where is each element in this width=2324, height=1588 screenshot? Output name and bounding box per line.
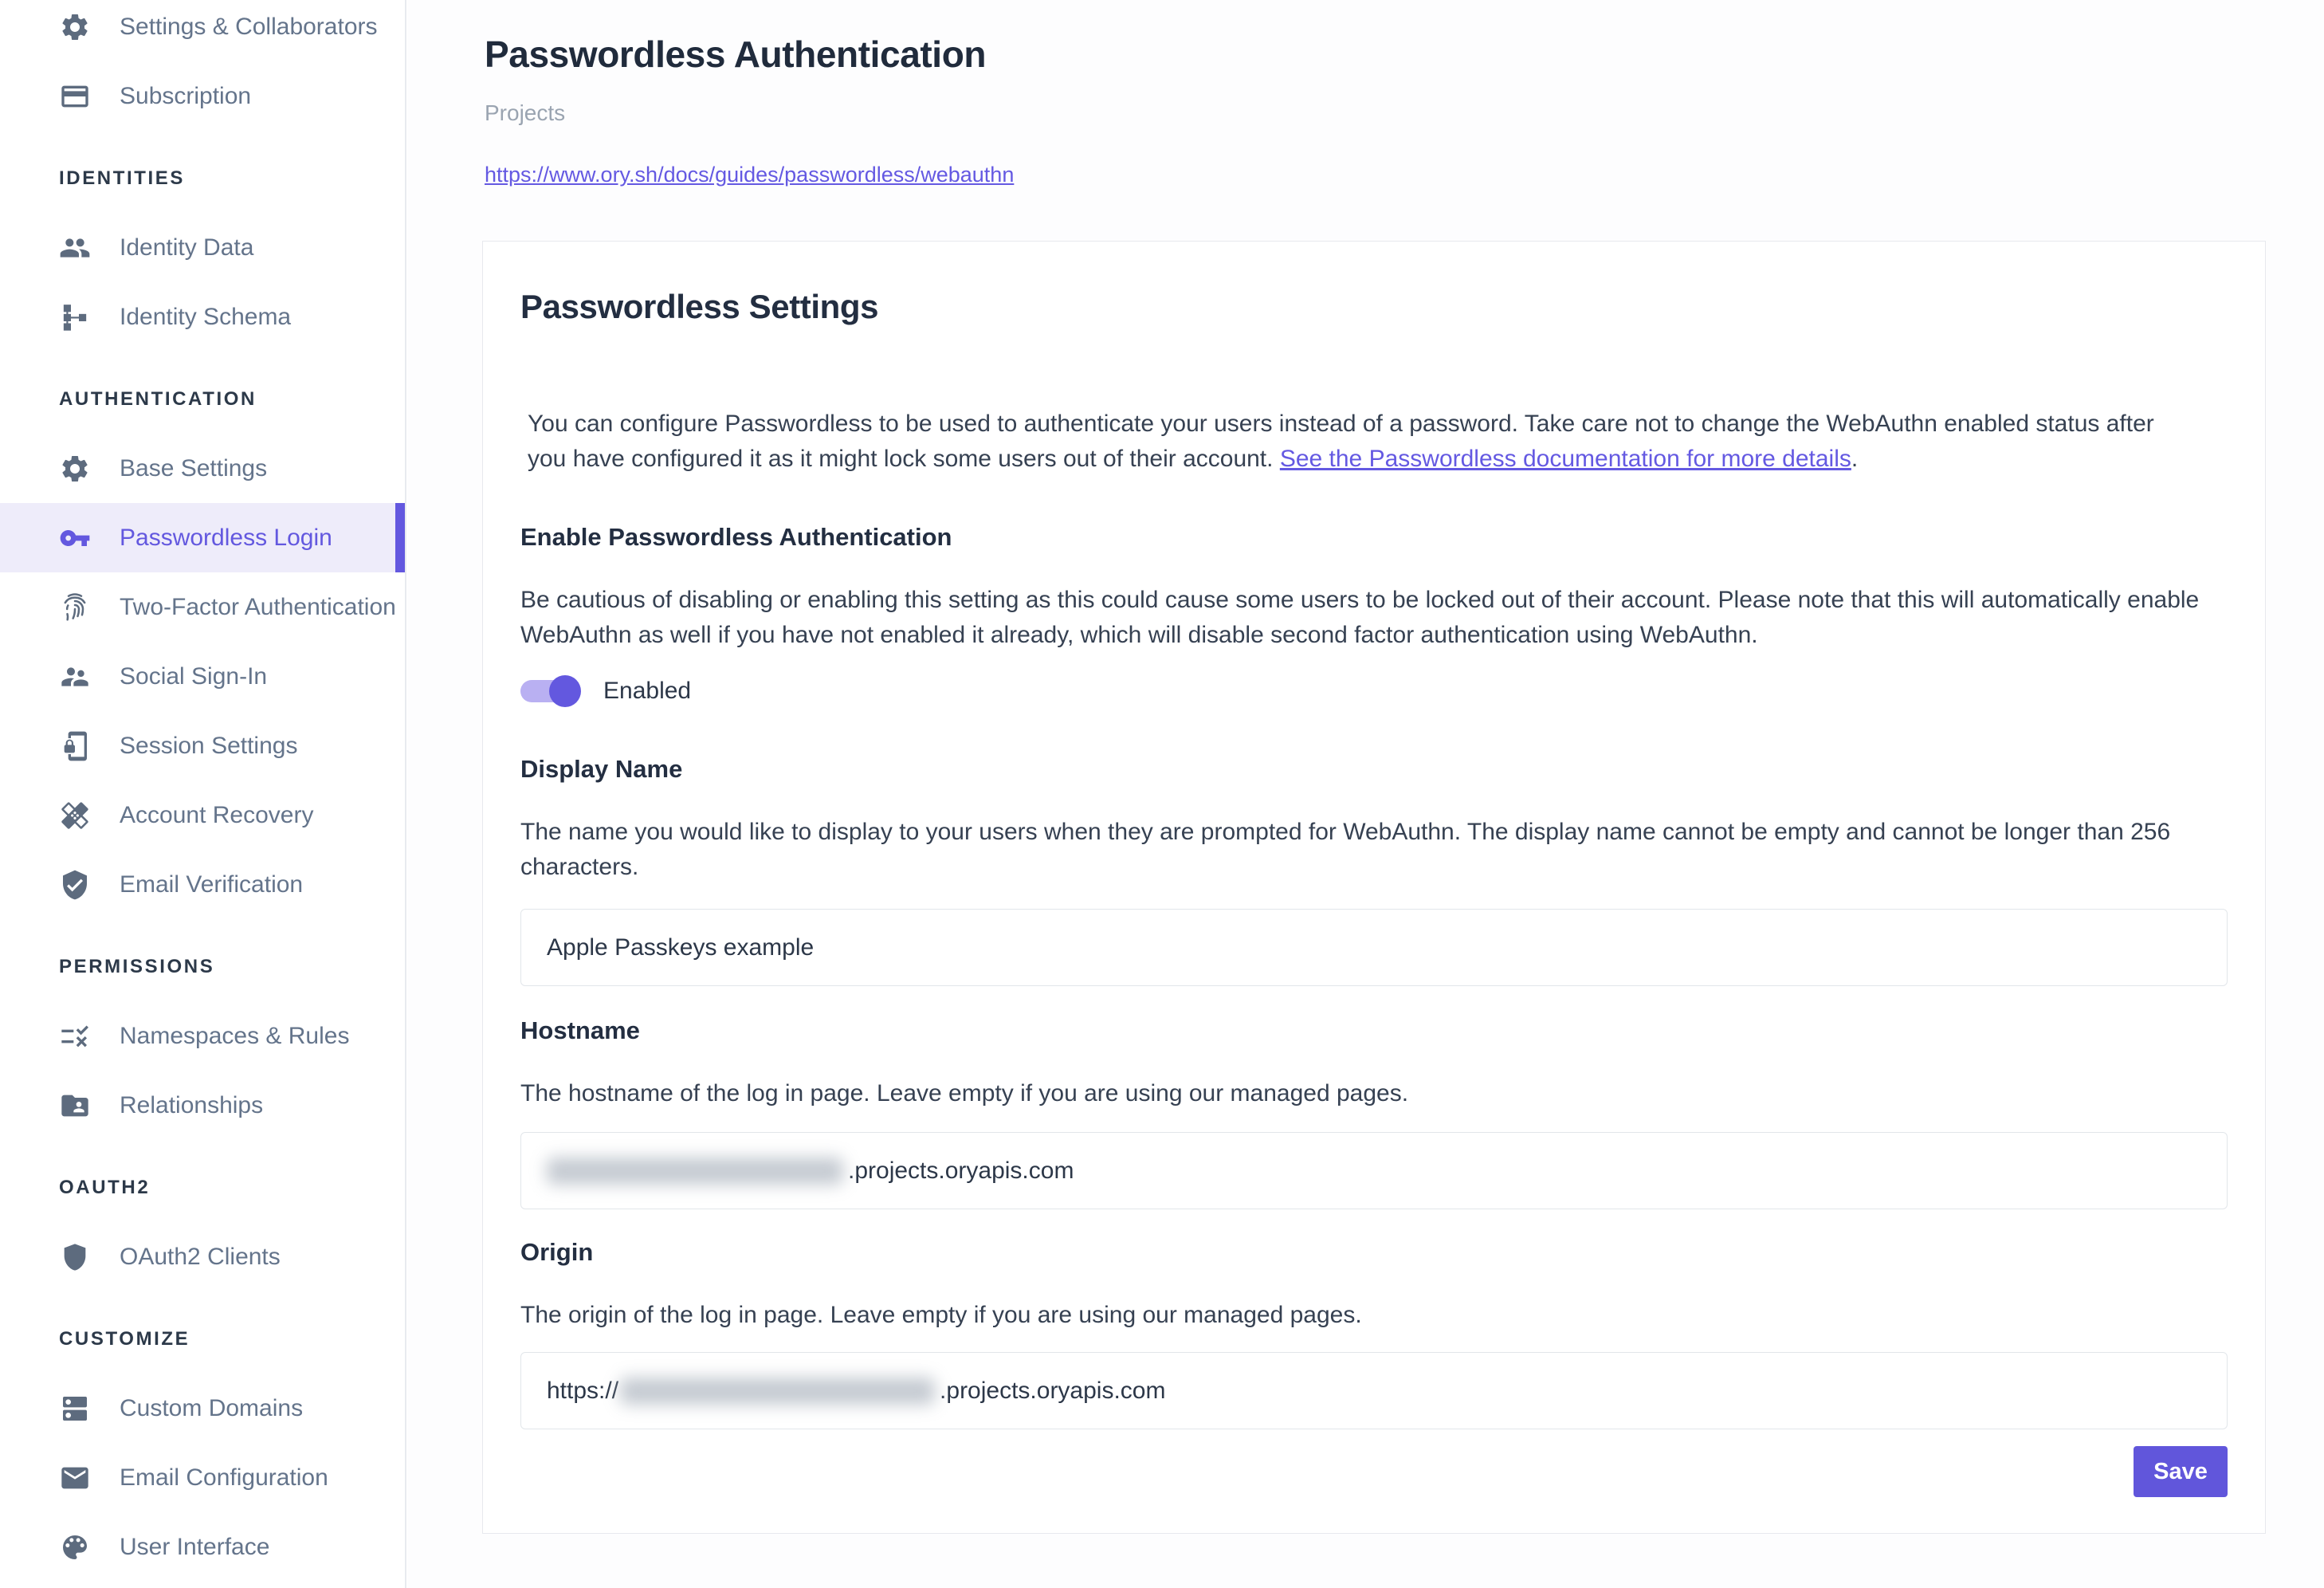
hostname-suffix: .projects.oryapis.com (848, 1157, 1074, 1184)
display-name-title: Display Name (520, 755, 683, 783)
sidebar-item-session-settings[interactable] (0, 711, 405, 780)
sidebar-item-label: Custom Domains (120, 1394, 304, 1421)
sidebar-item-base-settings[interactable] (0, 434, 405, 503)
sidebar-section-oauth2: OAUTH2 (59, 1176, 151, 1198)
fingerprint-icon (59, 592, 91, 623)
hostname-input[interactable] (520, 1132, 2228, 1209)
sidebar-section-authentication: AUTHENTICATION (59, 387, 257, 410)
sidebar-item-identity-data[interactable] (0, 213, 405, 282)
servers-icon (59, 1393, 91, 1425)
sidebar-item-label: Identity Data (120, 234, 254, 261)
sidebar-item-label: Settings & Collaborators (120, 13, 378, 40)
hostname-title: Hostname (520, 1016, 640, 1044)
gear-icon (59, 453, 91, 485)
sidebar-item-relationships[interactable] (0, 1071, 405, 1140)
enable-passwordless-title: Enable Passwordless Authentication (520, 523, 952, 551)
sidebar-item-label: Subscription (120, 82, 252, 109)
sidebar-item-account-recovery[interactable] (0, 780, 405, 850)
sidebar-nav (0, 0, 405, 1582)
sidebar-item-email-verification[interactable] (0, 850, 405, 919)
toggle-label: Enabled (603, 678, 692, 704)
envelope-icon (59, 1462, 91, 1494)
sidebar-item-label: Session Settings (120, 732, 298, 759)
folder-user-icon (59, 1090, 91, 1122)
intro-text: You can configure Passwordless to be used to authenticate your users instead of a password. Take care not to change the WebAuthn enabled status after you have configured it as it might lock some users out of their account. (528, 411, 2154, 472)
toggle-thumb (549, 675, 581, 707)
sidebar-item-label: Base Settings (120, 454, 268, 482)
rule-icon (59, 1020, 91, 1052)
sidebar-item-email-configuration[interactable] (0, 1443, 405, 1512)
origin-prefix: https:// (547, 1377, 619, 1404)
main-content (408, 0, 2324, 1588)
sidebar-item-passwordless-login[interactable] (0, 503, 405, 572)
passwordless-settings-card (482, 241, 2266, 1534)
sidebar-item-label: Email Configuration (120, 1464, 328, 1491)
credit-card-icon (59, 81, 91, 112)
breadcrumb: Projects (485, 100, 566, 125)
sidebar-section-customize: CUSTOMIZE (59, 1327, 190, 1350)
sidebar-item-subscription[interactable] (0, 61, 405, 131)
sidebar-item-identity-schema[interactable] (0, 282, 405, 352)
sidebar-item-label: OAuth2 Clients (120, 1243, 281, 1270)
sidebar-item-oauth2-clients[interactable] (0, 1222, 405, 1291)
redacted-origin-slug (620, 1378, 935, 1405)
sidebar-item-label: Account Recovery (120, 801, 314, 828)
sidebar-item-label: User Interface (120, 1533, 270, 1560)
enable-passwordless-description: Be cautious of disabling or enabling this setting as this could cause some users to be locked out of their account. Please note that this will automatically enable WebAuthn as well if you have not enabled it already, which will disable second factor authentication using WebAuthn. (520, 587, 2200, 648)
sidebar-item-label: Namespaces & Rules (120, 1022, 350, 1049)
sidebar-item-label: Passwordless Login (120, 524, 332, 551)
origin-description: The origin of the log in page. Leave empty if you are using our managed pages. (520, 1302, 1362, 1328)
sidebar-item-label: Two-Factor Authentication (120, 593, 396, 620)
save-button[interactable]: Save (2134, 1446, 2228, 1497)
redacted-hostname-slug (547, 1158, 843, 1185)
origin-suffix: .projects.oryapis.com (940, 1377, 1166, 1404)
enable-toggle-row (520, 675, 2228, 707)
people-alt-icon (59, 661, 91, 693)
intro-paragraph (528, 407, 2181, 477)
healing-icon (59, 800, 91, 831)
hostname-description: The hostname of the log in page. Leave empty if you are using our managed pages. (520, 1080, 1409, 1106)
people-icon (59, 232, 91, 264)
sidebar-section-identities: IDENTITIES (59, 167, 186, 189)
page-title: Passwordless Authentication (485, 33, 987, 75)
intro-suffix: . (1851, 446, 1859, 472)
display-name-description: The name you would like to display to your users when they are prompted for WebAuthn. The display name cannot be empty and cannot be longer than 256 characters. (520, 819, 2171, 880)
gear-icon (59, 11, 91, 43)
passwordless-enabled-toggle[interactable] (520, 675, 581, 707)
sidebar (0, 0, 406, 1588)
sidebar-item-label: Social Sign-In (120, 662, 268, 690)
sidebar-item-user-interface[interactable] (0, 1512, 405, 1582)
passwordless-docs-link[interactable]: See the Passwordless documentation for more details (1279, 446, 1851, 472)
shield-icon (59, 1241, 91, 1273)
palette-icon (59, 1531, 91, 1563)
sidebar-item-custom-domains[interactable] (0, 1374, 405, 1443)
sidebar-item-two-factor[interactable] (0, 572, 405, 642)
sidebar-section-permissions: PERMISSIONS (59, 955, 215, 977)
card-title: Passwordless Settings (520, 288, 879, 325)
sidebar-item-settings-collaborators[interactable] (0, 0, 405, 61)
sidebar-item-namespaces-rules[interactable] (0, 1001, 405, 1071)
display-name-input[interactable] (520, 909, 2228, 986)
schema-icon (59, 301, 91, 333)
shield-check-icon (59, 869, 91, 901)
device-lock-icon (59, 730, 91, 762)
key-icon (59, 522, 91, 554)
docs-link[interactable]: https://www.ory.sh/docs/guides/passwordless/webauthn (485, 163, 1015, 187)
sidebar-item-label: Email Verification (120, 871, 304, 898)
origin-input[interactable] (520, 1352, 2228, 1429)
sidebar-item-social-sign-in[interactable] (0, 642, 405, 711)
sidebar-item-label: Relationships (120, 1091, 264, 1118)
sidebar-item-label: Identity Schema (120, 303, 292, 330)
origin-title: Origin (520, 1238, 594, 1266)
